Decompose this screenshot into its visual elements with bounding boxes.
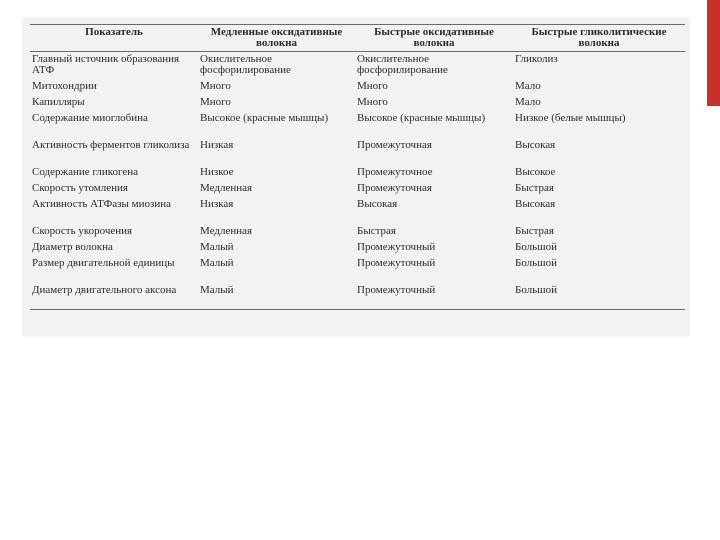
table-cell: Высокое (красные мышцы) [357, 111, 486, 124]
table-cell: Большой [515, 240, 558, 253]
table-cell: Промежуточное [357, 165, 433, 178]
table-cell: Высокая [515, 197, 556, 210]
table-cell: Высокое [515, 165, 556, 178]
fiber-comparison-table [30, 24, 685, 310]
table-cell: Гликолиз [515, 53, 558, 65]
table-row [30, 111, 685, 138]
table-header-row [30, 25, 685, 52]
table-row [30, 256, 685, 283]
table-cell: Мало [515, 95, 541, 108]
header-cell: Показатель [30, 25, 198, 52]
table-cell: Быстрая [357, 224, 396, 237]
header-cell: Быстрые оксидативные волокна [355, 25, 513, 52]
table-cell: Высокая [357, 197, 398, 210]
table-image [23, 18, 689, 336]
table-cell: Мало [515, 79, 541, 92]
table-cell: Много [200, 79, 231, 92]
table-row [30, 197, 685, 224]
table-cell: Низкая [200, 197, 234, 210]
table-row [30, 79, 685, 95]
row-label-cell: Главный источник образования АТФ [32, 53, 180, 76]
table-row [30, 165, 685, 181]
row-label-cell: Скорость укорочения [32, 224, 133, 237]
table-cell: Промежуточный [357, 240, 436, 253]
table-row [30, 138, 685, 165]
table-row [30, 52, 685, 79]
table-cell: Низкое (белые мышцы) [515, 111, 626, 124]
row-label-cell: Скорость утомления [32, 181, 128, 194]
table-cell: Промежуточный [357, 256, 436, 269]
table-cell: Большой [515, 256, 558, 269]
header-cell: Медленные оксидативные волокна [198, 25, 355, 52]
table-cell: Много [357, 79, 388, 92]
row-label-cell: Капилляры [32, 95, 85, 108]
table-cell: Промежуточная [357, 138, 432, 151]
table-cell: Малый [200, 240, 234, 253]
table-cell: Быстрая [515, 224, 554, 237]
table-cell: Много [357, 95, 388, 108]
table-cell: Медленная [200, 181, 253, 194]
header-cell: Быстрые гликолитические волокна [513, 25, 685, 52]
table-cell: Низкая [200, 138, 234, 151]
accent-bar [707, 0, 720, 106]
table-cell: Низкое [200, 165, 234, 178]
table-row [30, 240, 685, 256]
table-row [30, 181, 685, 197]
table-cell: Малый [200, 256, 234, 269]
row-label-cell: Митохондрии [32, 79, 97, 92]
table-cell: Высокая [515, 138, 556, 151]
row-label-cell: Содержание гликогена [32, 165, 139, 178]
table-cell: Много [200, 95, 231, 108]
table-cell: Большой [513, 283, 685, 310]
table-cell: Окислительное фосфорилирование [200, 53, 291, 76]
table-cell: Малый [198, 283, 355, 310]
row-label-cell: Диаметр двигательного аксона [30, 283, 198, 310]
table-cell: Высокое (красные мышцы) [200, 111, 329, 124]
table-cell: Медленная [200, 224, 253, 237]
table-cell: Окислительное фосфорилирование [357, 53, 448, 76]
table-cell: Быстрая [515, 181, 554, 194]
row-label-cell: Активность ферментов гликолиза [32, 138, 190, 151]
table-row [30, 283, 685, 310]
table-cell: Промежуточная [357, 181, 432, 194]
row-label-cell: Содержание миоглобина [32, 111, 148, 124]
table-row [30, 95, 685, 111]
row-label-cell: Активность АТФазы миозина [32, 197, 172, 210]
table-cell: Промежуточный [355, 283, 513, 310]
row-label-cell: Размер двигательной единицы [32, 256, 175, 269]
table-row [30, 224, 685, 240]
row-label-cell: Диаметр волокна [32, 240, 113, 253]
